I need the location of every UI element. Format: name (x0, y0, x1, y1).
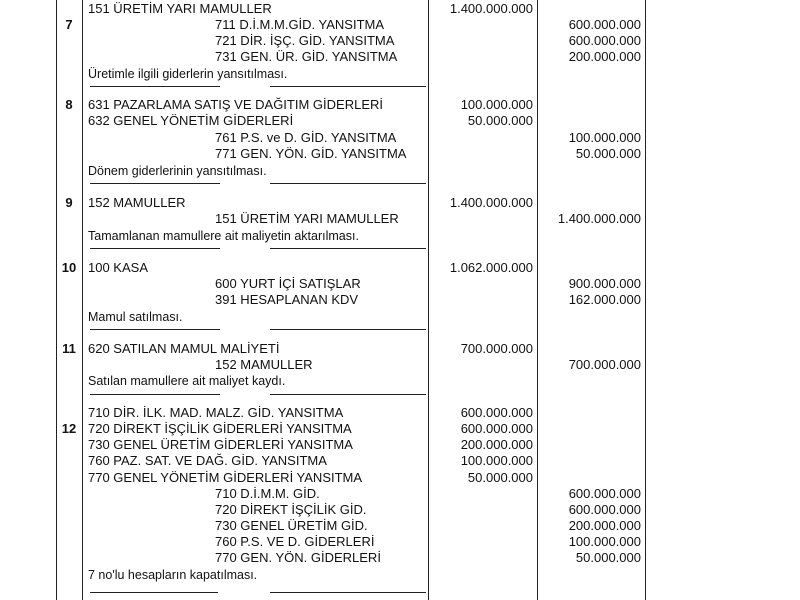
debit-account: 760 PAZ. SAT. VE DAĞ. GİD. YANSITMA (88, 453, 327, 468)
credit-amount: 900.000.000 (568, 276, 641, 291)
credit-amount: 600.000.000 (568, 17, 641, 32)
debit-amount: 1.400.000.000 (449, 1, 533, 16)
credit-account: 770 GEN. YÖN. GİDERLERİ (215, 550, 381, 565)
entry-separator-right (270, 592, 426, 593)
credit-amount: 1.400.000.000 (557, 211, 641, 226)
entry-separator-right (270, 329, 426, 330)
credit-amount: 50.000.000 (575, 550, 641, 565)
debit-amount: 600.000.000 (460, 405, 533, 420)
credit-amount: 600.000.000 (568, 486, 641, 501)
entry-separator-left (90, 394, 220, 395)
credit-amount: 200.000.000 (568, 49, 641, 64)
entry-number: 12 (61, 421, 77, 436)
debit-amount: 600.000.000 (460, 421, 533, 436)
column-rule-credit (645, 0, 646, 600)
credit-account: 730 GENEL ÜRETİM GİD. (215, 518, 368, 533)
debit-amount: 200.000.000 (460, 437, 533, 452)
entry-number: 8 (65, 97, 73, 112)
column-rule-number (82, 0, 83, 600)
entry-number: 11 (62, 341, 76, 356)
column-rule-left (56, 0, 57, 600)
entry-separator-left (90, 329, 220, 330)
debit-amount: 700.000.000 (460, 341, 533, 356)
debit-account: 631 PAZARLAMA SATIŞ VE DAĞITIM GİDERLERİ (88, 97, 383, 112)
debit-amount: 50.000.000 (467, 470, 533, 485)
debit-account: 632 GENEL YÖNETİM GİDERLERİ (88, 113, 294, 128)
credit-amount: 100.000.000 (568, 534, 641, 549)
debit-account: 720 DİREKT İŞÇİLİK GİDERLERİ YANSITMA (88, 421, 352, 436)
credit-account: 721 DİR. İŞÇ. GİD. YANSITMA (215, 33, 395, 48)
debit-amount: 100.000.000 (460, 453, 533, 468)
credit-account: 391 HESAPLANAN KDV (215, 292, 359, 307)
debit-account: 710 DİR. İLK. MAD. MALZ. GİD. YANSITMA (88, 405, 344, 420)
debit-account: 152 MAMULLER (88, 195, 186, 210)
entry-number: 10 (61, 260, 77, 275)
credit-account: 600 YURT İÇİ SATIŞLAR (215, 276, 361, 291)
entry-separator-left (90, 592, 218, 593)
entry-number: 9 (65, 195, 73, 210)
credit-amount: 600.000.000 (568, 33, 641, 48)
credit-account: 710 D.İ.M.M. GİD. (215, 486, 320, 501)
entry-separator-right (270, 183, 426, 184)
credit-amount: 50.000.000 (575, 146, 641, 161)
entry-description: Üretimle ilgili giderlerin yansıtılması. (88, 67, 288, 81)
credit-amount: 162.000.000 (568, 292, 641, 307)
credit-account: 731 GEN. ÜR. GİD. YANSITMA (215, 49, 398, 64)
entry-number: 7 (65, 17, 73, 32)
entry-separator-right (270, 86, 426, 87)
credit-account: 151 ÜRETİM YARI MAMULLER (215, 211, 399, 226)
credit-amount: 100.000.000 (568, 130, 641, 145)
entry-separator-right (270, 248, 426, 249)
credit-account: 720 DİREKT İŞÇİLİK GİD. (215, 502, 367, 517)
credit-account: 761 P.S. ve D. GİD. YANSITMA (215, 130, 397, 145)
debit-account: 100 KASA (88, 260, 148, 275)
debit-account: 151 ÜRETİM YARI MAMULLER (88, 1, 272, 16)
credit-account: 152 MAMULLER (215, 357, 313, 372)
debit-amount: 50.000.000 (467, 113, 533, 128)
credit-account: 760 P.S. VE D. GİDERLERİ (215, 534, 375, 549)
entry-description: 7 no'lu hesapların kapatılması. (88, 568, 258, 582)
debit-amount: 100.000.000 (460, 97, 533, 112)
entry-description: Tamamlanan mamullere ait maliyetin aktarılması. (88, 229, 359, 243)
entry-separator-right (270, 394, 426, 395)
debit-account: 620 SATILAN MAMUL MALİYETİ (88, 341, 280, 356)
credit-amount: 600.000.000 (568, 502, 641, 517)
entry-separator-left (90, 183, 220, 184)
entry-description: Mamul satılması. (88, 310, 183, 324)
entry-separator-left (90, 248, 220, 249)
credit-account: 711 D.İ.M.M.GİD. YANSITMA (215, 17, 385, 32)
entry-description: Satılan mamullere ait maliyet kaydı. (88, 374, 286, 388)
debit-amount: 1.400.000.000 (449, 195, 533, 210)
entry-separator-left (90, 86, 220, 87)
entry-description: Dönem giderlerinin yansıtılması. (88, 164, 267, 178)
credit-amount: 200.000.000 (568, 518, 641, 533)
debit-account: 770 GENEL YÖNETİM GİDERLERİ YANSITMA (88, 470, 363, 485)
column-rule-account (428, 0, 429, 600)
credit-amount: 700.000.000 (568, 357, 641, 372)
credit-account: 771 GEN. YÖN. GİD. YANSITMA (215, 146, 407, 161)
debit-amount: 1.062.000.000 (449, 260, 533, 275)
debit-account: 730 GENEL ÜRETİM GİDERLERİ YANSITMA (88, 437, 353, 452)
